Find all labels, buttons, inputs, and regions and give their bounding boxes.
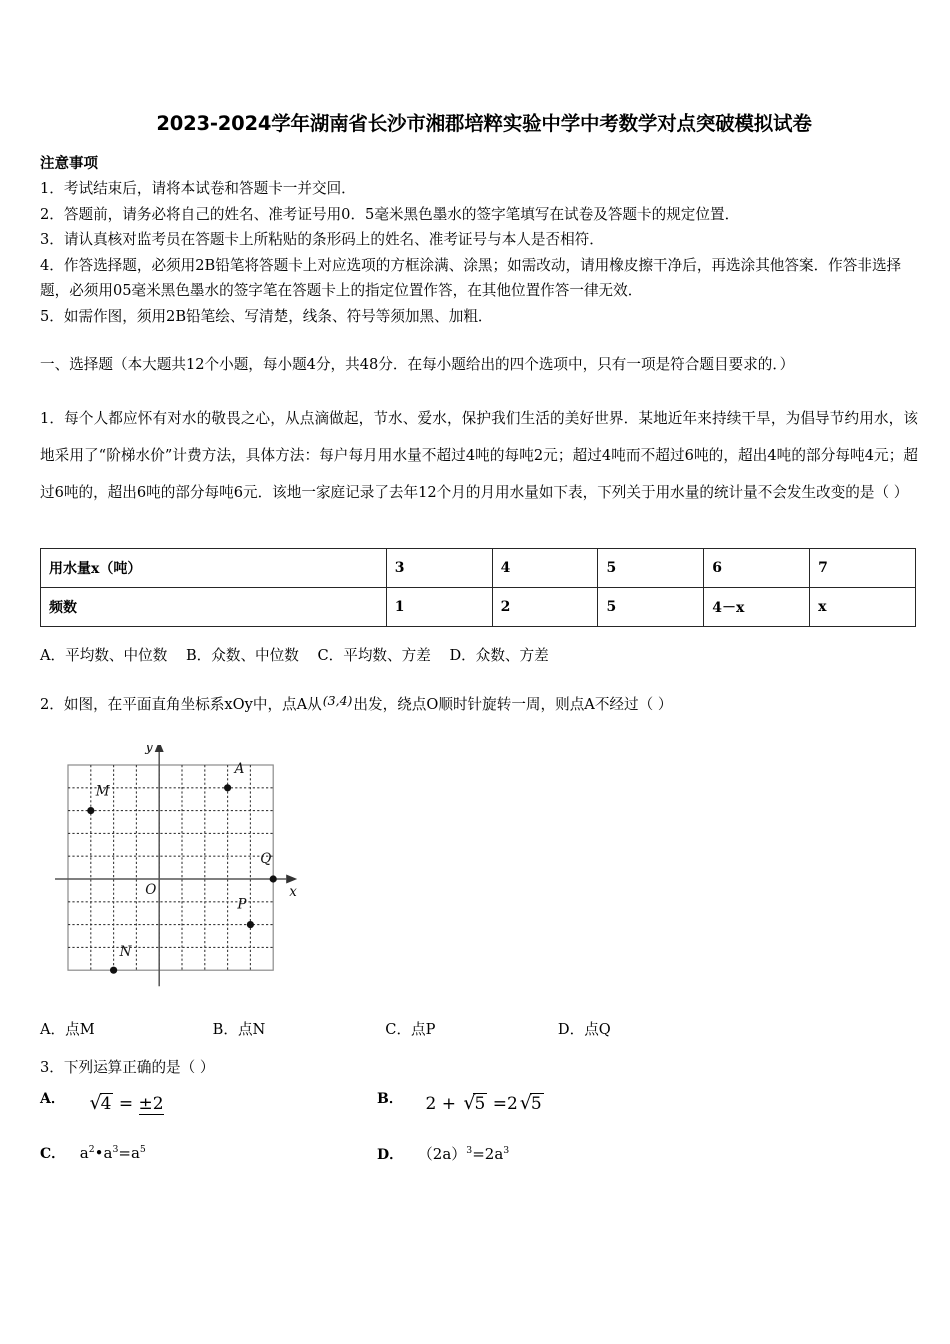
frequency-value-cell: x bbox=[810, 588, 916, 627]
y-axis-label: y bbox=[145, 745, 153, 755]
option-letter-b: B． bbox=[377, 1091, 403, 1107]
notice-list bbox=[40, 176, 916, 329]
question-3-number: 3． bbox=[40, 1059, 64, 1076]
water-usage-frequency-table bbox=[40, 548, 916, 627]
frequency-value-cell: 5 bbox=[598, 588, 704, 627]
question-1-option-c[interactable]: C．平均数、方差 bbox=[317, 647, 431, 664]
option-b-rhs-radicand: 5 bbox=[530, 1094, 542, 1114]
question-2-option-c[interactable]: C．点P bbox=[385, 1021, 436, 1038]
water-value-cell: 4 bbox=[492, 549, 598, 588]
x-axis-arrow bbox=[286, 875, 297, 884]
point-label-m: M bbox=[95, 783, 110, 800]
option-a-expression: √4 = ±2 bbox=[89, 1092, 164, 1114]
point-label-n: N bbox=[119, 944, 132, 961]
point-label-q: Q bbox=[260, 851, 272, 867]
page-title: 2023-2024学年湖南省长沙市湘郡培粹实验中学中考数学对点突破模拟试卷 bbox=[156, 112, 812, 135]
water-value-cell: 6 bbox=[704, 549, 810, 588]
frequency-value-cell: 4－x bbox=[704, 588, 810, 627]
y-axis-arrow bbox=[155, 745, 164, 752]
option-letter-c: C． bbox=[40, 1146, 66, 1162]
option-c-expression: $a^2•a^3=a^5$ bbox=[79, 1144, 146, 1162]
option-b-rhs-coefficient: 2 bbox=[506, 1094, 518, 1114]
option-a-rhs: ±2 bbox=[138, 1094, 164, 1114]
notice-item-4: 4．作答选择题，必须用2B铅笔将答题卡上对应选项的方框涂满、涂黑；如需改动，请用橡皮擦干净后，再选涂其他答案．作答非选择题，必须用05毫米黑色墨水的签字笔在答题卡上的指定位置作答，在其他位置作答一律无效． bbox=[40, 256, 902, 299]
option-b-lhs-number: 2 bbox=[425, 1094, 437, 1114]
row-label-frequency: 频数 bbox=[41, 588, 387, 627]
question-2-option-d[interactable]: D．点Q bbox=[557, 1021, 611, 1038]
point-label-a: A bbox=[234, 760, 245, 777]
question-2-text-part2: 出发，绕点O顺时针旋转一周，则点A不经过（ ） bbox=[353, 696, 673, 713]
question-2-stem bbox=[40, 688, 918, 718]
question-2-option-b[interactable]: B．点N bbox=[212, 1021, 266, 1038]
option-letter-d: D． bbox=[377, 1147, 404, 1163]
plot-point-a bbox=[224, 784, 231, 791]
x-axis-label: x bbox=[289, 884, 297, 900]
origin-label: O bbox=[145, 882, 157, 898]
table-row-frequency bbox=[41, 588, 916, 627]
water-value-cell: 3 bbox=[386, 549, 492, 588]
frequency-value-cell: 1 bbox=[386, 588, 492, 627]
question-3-stem bbox=[40, 1056, 214, 1077]
option-d-expression: $(2a)^3=2a^3$ bbox=[417, 1145, 510, 1163]
point-label-p: P bbox=[237, 896, 247, 913]
question-2-options bbox=[40, 1018, 740, 1039]
coordinate-plane-figure bbox=[55, 745, 320, 1010]
option-a-radicand: 4 bbox=[100, 1094, 112, 1114]
question-3-option-c[interactable] bbox=[40, 1143, 146, 1163]
question-2-coordinate: (3,4) bbox=[322, 693, 353, 708]
option-b-expression: 2 + √5 =2 √5 bbox=[425, 1092, 542, 1114]
section-heading-multiple-choice: 一、选择题（本大题共12个小题，每小题4分，共48分．在每小题给出的四个选项中，只有一项是符合题目要求的．） bbox=[40, 356, 795, 373]
question-1-number: 1． bbox=[40, 410, 65, 427]
frequency-value-cell: 2 bbox=[492, 588, 598, 627]
question-2-option-a[interactable]: A．点M bbox=[40, 1021, 95, 1038]
question-3-text: 下列运算正确的是（ ） bbox=[63, 1059, 215, 1076]
water-value-cell: 7 bbox=[810, 549, 916, 588]
question-1-options bbox=[40, 644, 563, 665]
plot-point-m bbox=[87, 807, 94, 814]
question-3-option-a[interactable] bbox=[40, 1088, 164, 1114]
notice-item-1: 1．考试结束后，请将本试卷和答题卡一并交回． bbox=[40, 180, 356, 197]
option-letter-a: A． bbox=[40, 1091, 65, 1107]
plot-point-n bbox=[110, 967, 117, 974]
water-value-cell: 5 bbox=[598, 549, 704, 588]
question-1-option-a[interactable]: A．平均数、中位数 bbox=[40, 647, 168, 664]
row-label-water-usage: 用水量x（吨） bbox=[41, 549, 387, 588]
question-2-text-part1: 如图，在平面直角坐标系xOy中，点A从 bbox=[63, 696, 322, 713]
table-row-water-usage bbox=[41, 549, 916, 588]
notice-item-2: 2．答题前，请务必将自己的姓名、准考证号用0．5毫米黑色墨水的签字笔填写在试卷及答题卡的规定位置． bbox=[40, 205, 740, 223]
option-b-lhs-radicand: 5 bbox=[474, 1094, 486, 1114]
question-1-option-b[interactable]: B．众数、中位数 bbox=[185, 647, 299, 664]
notice-heading: 注意事项 bbox=[40, 155, 98, 172]
question-3-option-d[interactable] bbox=[377, 1143, 509, 1164]
notice-item-3: 3．请认真核对监考员在答题卡上所粘贴的条形码上的姓名、准考证号与本人是否相符． bbox=[40, 231, 604, 248]
coordinate-plane-svg bbox=[55, 745, 320, 1010]
question-2-number: 2． bbox=[40, 696, 64, 713]
plot-point-p bbox=[247, 921, 254, 928]
question-1-option-d[interactable]: D．众数、方差 bbox=[449, 647, 549, 664]
plot-point-q bbox=[270, 875, 277, 882]
question-3-option-b[interactable] bbox=[377, 1088, 544, 1114]
question-1-text: 每个人都应怀有对水的敬畏之心，从点滴做起，节水、爱水，保护我们生活的美好世界．某地近年来持续干旱，为倡导节约用水，该地采用了“阶梯水价”计费方法，具体方法：每户每月用水量不超过4吨的每吨2元；超过4吨而不超过6吨的，超出4吨的部分每吨4元；超过6吨的，超出6吨的部分每吨6元．该地一家庭记录了去年12个月的月用水量如下表，下列关于用水量的统计量不会发生改变的是（ ） bbox=[40, 410, 918, 501]
question-1-stem bbox=[40, 400, 918, 511]
notice-item-5: 5．如需作图，须用2B铅笔绘、写清楚，线条、符号等须加黑、加粗． bbox=[40, 307, 493, 325]
